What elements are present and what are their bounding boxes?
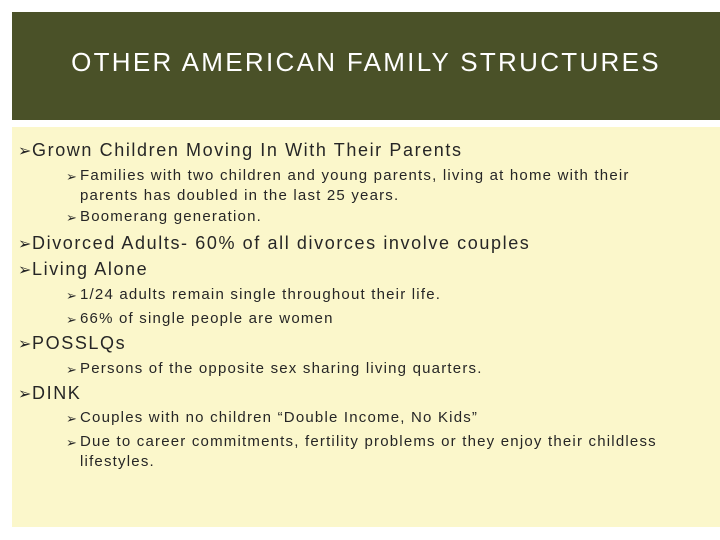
bullet-text: Living Alone — [32, 259, 149, 279]
bullet-level-2 — [66, 166, 666, 206]
arrow-right-icon: ➢ — [66, 169, 79, 184]
bullet-level-1 — [18, 140, 463, 161]
content-panel — [12, 127, 720, 527]
slide-title: OTHER AMERICAN FAMILY STRUCTURES — [71, 46, 661, 77]
bullet-level-1 — [18, 259, 148, 280]
bullet-level-2 — [66, 408, 666, 429]
arrow-right-icon: ➢ — [66, 435, 79, 450]
bullet-text: Grown Children Moving In With Their Parents — [32, 140, 463, 160]
arrow-right-icon: ➢ — [66, 288, 79, 303]
bullet-level-2 — [66, 432, 666, 472]
bullet-level-1 — [18, 383, 81, 404]
arrow-right-icon: ➢ — [66, 312, 79, 327]
bullet-text: Divorced Adults- 60% of all divorces involve couples — [32, 233, 531, 253]
bullet-text: Couples with no children “Double Income, No Kids” — [80, 409, 479, 426]
arrow-right-icon: ➢ — [18, 236, 34, 253]
arrow-right-icon: ➢ — [66, 411, 79, 426]
arrow-right-icon: ➢ — [18, 262, 34, 279]
bullet-text: Families with two children and young parents, living at home with their parents has doubled in the last 25 years. — [80, 167, 630, 204]
bullet-level-1 — [18, 233, 530, 254]
bullet-text: DINK — [32, 383, 82, 403]
bullet-level-2 — [66, 207, 666, 228]
bullet-text: 1/24 adults remain single throughout their life. — [80, 286, 442, 303]
bullet-text: POSSLQs — [32, 333, 127, 353]
bullet-text: Boomerang generation. — [80, 208, 262, 225]
bullet-level-2 — [66, 285, 666, 306]
title-bar — [12, 12, 720, 120]
bullet-text: Persons of the opposite sex sharing living quarters. — [80, 360, 483, 377]
bullet-level-2 — [66, 309, 666, 330]
arrow-right-icon: ➢ — [18, 143, 34, 160]
bullet-level-1 — [18, 333, 126, 354]
arrow-right-icon: ➢ — [18, 336, 34, 353]
arrow-right-icon: ➢ — [66, 362, 79, 377]
arrow-right-icon: ➢ — [18, 386, 34, 403]
bullet-text: 66% of single people are women — [80, 310, 334, 327]
arrow-right-icon: ➢ — [66, 210, 79, 225]
bullet-text: Due to career commitments, fertility problems or they enjoy their childless lifestyles. — [80, 433, 657, 470]
bullet-level-2 — [66, 359, 666, 380]
